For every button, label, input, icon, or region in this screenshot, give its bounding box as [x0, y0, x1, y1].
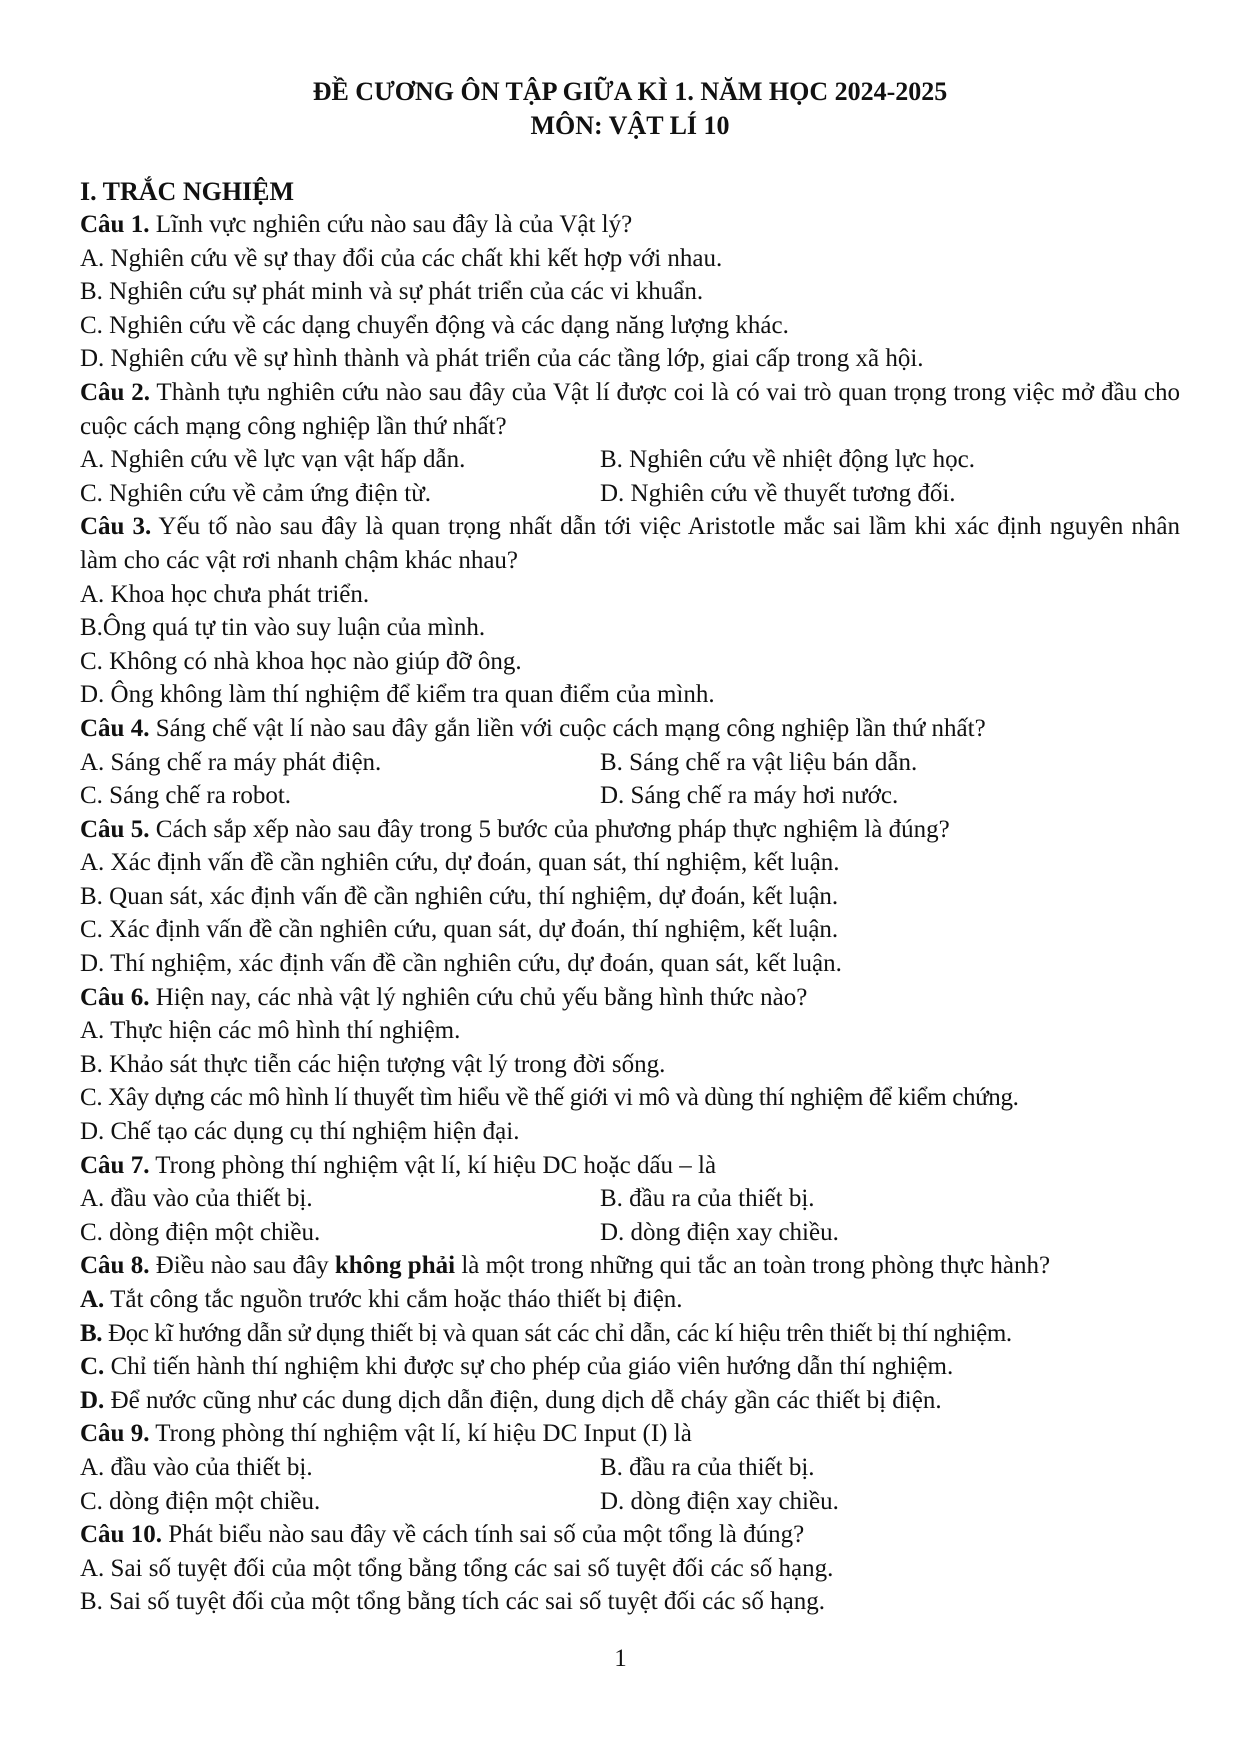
option-b: [80, 1317, 1180, 1351]
page-number: 1: [614, 1645, 627, 1672]
option-d: [80, 1384, 1180, 1418]
option-label: C.: [80, 1353, 105, 1381]
question-text: Thành tựu nghiên cứu nào sau đây của Vật lí được coi là có vai trò quan trọng trong việc mở đầu cho cuộc cách mạng công nghiệp lần thứ nhất?: [80, 378, 1180, 440]
document-title-line2: MÔN: VẬT LÍ 10: [530, 111, 730, 140]
option-a: A. Nghiên cứu về sự thay đổi của các chất khi kết hợp với nhau.: [80, 244, 723, 272]
question-text: Hiện nay, các nhà vật lý nghiên cứu chủ yếu bằng hình thức nào?: [149, 983, 808, 1011]
options-row: [80, 779, 1180, 813]
option-b: B.Ông quá tự tin vào suy luận của mình.: [80, 614, 486, 642]
question-number: Câu 2.: [80, 378, 151, 406]
question-number: Câu 10.: [80, 1521, 162, 1549]
question-number: Câu 7.: [80, 1151, 150, 1179]
options-row: [80, 1182, 1180, 1216]
option-b: B. Quan sát, xác định vấn đề cần nghiên cứu, thí nghiệm, dự đoán, kết luận.: [80, 882, 839, 910]
section-heading: I. TRẮC NGHIỆM: [80, 177, 295, 206]
option-b: B. Nghiên cứu sự phát minh và sự phát triển của các vi khuẩn.: [80, 278, 704, 306]
question-number: Câu 3.: [80, 513, 152, 541]
option-d: D. dòng điện xay chiều.: [600, 1218, 839, 1246]
question-number: Câu 9.: [80, 1420, 150, 1448]
question-text: Trong phòng thí nghiệm vật lí, kí hiệu DC hoặc dấu – là: [149, 1151, 717, 1179]
option-c: [80, 1350, 1180, 1384]
option-b: B. Sai số tuyệt đối của một tổng bằng tích các sai số tuyệt đối các số hạng.: [80, 1588, 825, 1616]
option-c: C. Không có nhà khoa học nào giúp đỡ ông.: [80, 647, 522, 675]
question-10: [80, 1518, 1180, 1552]
option-a: A. Thực hiện các mô hình thí nghiệm.: [80, 1017, 461, 1045]
question-number: Câu 4.: [80, 714, 150, 742]
question-text: Trong phòng thí nghiệm vật lí, kí hiệu DC Input (I) là: [149, 1420, 692, 1448]
option-a: A. đầu vào của thiết bị.: [80, 1453, 313, 1481]
option-b: B. Nghiên cứu về nhiệt động lực học.: [600, 446, 975, 474]
option-d: D. dòng điện xay chiều.: [600, 1487, 839, 1515]
option-a: A. Sáng chế ra máy phát điện.: [80, 748, 382, 776]
question-3: [80, 510, 1180, 577]
option-b: B. đầu ra của thiết bị.: [600, 1453, 815, 1481]
question-1: [80, 208, 1180, 242]
option-c: C. dòng điện một chiều.: [80, 1218, 321, 1246]
option-text: Tắt công tắc nguồn trước khi cắm hoặc tháo thiết bị điện.: [104, 1286, 683, 1313]
document-title-line1: ĐỀ CƯƠNG ÔN TẬP GIỮA KÌ 1. NĂM HỌC 2024-2025: [312, 77, 948, 106]
option-d: D. Ông không làm thí nghiệm để kiểm tra quan điểm của mình.: [80, 681, 715, 709]
option-text: Đọc kĩ hướng dẫn sử dụng thiết bị và quan sát các chỉ dẫn, các kí hiệu trên thiết bị thí nghiệm.: [102, 1319, 1012, 1347]
option-c: C. dòng điện một chiều.: [80, 1487, 321, 1515]
options-row: [80, 1216, 1180, 1250]
option-a: A. Khoa học chưa phát triển.: [80, 580, 370, 608]
option-a: A. đầu vào của thiết bị.: [80, 1185, 313, 1213]
option-c: C. Nghiên cứu về cảm ứng điện từ.: [80, 479, 431, 507]
question-text: Sáng chế vật lí nào sau đây gắn liền với cuộc cách mạng công nghiệp lần thứ nhất?: [149, 714, 986, 742]
question-2: [80, 376, 1180, 443]
question-number: Câu 6.: [80, 983, 150, 1011]
option-d: D. Thí nghiệm, xác định vấn đề cần nghiên cứu, dự đoán, quan sát, kết luận.: [80, 950, 842, 978]
question-text: Yếu tố nào sau đây là quan trọng nhất dẫn tới việc Aristotle mắc sai lầm khi xác định nguyên nhân làm cho các vật rơi nhanh chậm khác nhau?: [80, 513, 1180, 574]
option-label: D.: [80, 1386, 105, 1414]
question-emphasis: không phải: [334, 1252, 456, 1280]
option-text: Để nước cũng như các dung dịch dẫn điện, dung dịch dễ cháy gần các thiết bị điện.: [104, 1386, 942, 1414]
question-text: Điều nào sau đây: [149, 1252, 335, 1280]
option-a: A. Sai số tuyệt đối của một tổng bằng tổng các sai số tuyệt đối các số hạng.: [80, 1554, 834, 1582]
question-text: Lĩnh vực nghiên cứu nào sau đây là của Vật lý?: [149, 211, 633, 238]
question-text: là một trong những qui tắc an toàn trong phòng thực hành?: [455, 1252, 1051, 1280]
options-row: [80, 1451, 1180, 1485]
option-b: B. đầu ra của thiết bị.: [600, 1185, 815, 1213]
question-number: Câu 8.: [80, 1252, 150, 1280]
option-c: C. Nghiên cứu về các dạng chuyển động và các dạng năng lượng khác.: [80, 311, 789, 339]
question-8: [80, 1249, 1180, 1283]
question-4: [80, 712, 1180, 746]
question-5: [80, 813, 1180, 847]
option-c: C. Xây dựng các mô hình lí thuyết tìm hiểu về thế giới vi mô và dùng thí nghiệm để kiểm chứng.: [80, 1084, 1019, 1112]
option-a: [80, 1283, 1180, 1317]
question-number: Câu 5.: [80, 815, 150, 843]
options-row: [80, 1485, 1180, 1519]
option-b: B. Sáng chế ra vật liệu bán dẫn.: [600, 748, 918, 776]
option-label: A.: [80, 1286, 105, 1313]
question-text: Cách sắp xếp nào sau đây trong 5 bước của phương pháp thực nghiệm là đúng?: [149, 815, 950, 843]
option-c: C. Sáng chế ra robot.: [80, 782, 292, 810]
question-text: Phát biểu nào sau đây về cách tính sai số của một tổng là đúng?: [161, 1521, 805, 1549]
option-d: D. Nghiên cứu về thuyết tương đối.: [600, 479, 956, 507]
option-d: D. Chế tạo các dụng cụ thí nghiệm hiện đại.: [80, 1118, 520, 1146]
question-7: [80, 1149, 1180, 1183]
question-6: [80, 981, 1180, 1015]
question-9: [80, 1417, 1180, 1451]
option-d: D. Nghiên cứu về sự hình thành và phát triển của các tầng lớp, giai cấp trong xã hội.: [80, 345, 924, 373]
option-c: C. Xác định vấn đề cần nghiên cứu, quan sát, dự đoán, thí nghiệm, kết luận.: [80, 916, 839, 944]
option-text: Chỉ tiến hành thí nghiệm khi được sự cho phép của giáo viên hướng dẫn thí nghiệm.: [104, 1353, 954, 1381]
option-a: A. Xác định vấn đề cần nghiên cứu, dự đoán, quan sát, thí nghiệm, kết luận.: [80, 849, 840, 877]
options-row: [80, 443, 1180, 477]
option-label: B.: [80, 1319, 103, 1347]
options-row: [80, 746, 1180, 780]
option-b: B. Khảo sát thực tiễn các hiện tượng vật lý trong đời sống.: [80, 1050, 666, 1078]
option-d: D. Sáng chế ra máy hơi nước.: [600, 782, 899, 810]
option-a: A. Nghiên cứu về lực vạn vật hấp dẫn.: [80, 446, 466, 474]
options-row: [80, 477, 1180, 511]
document-page: [80, 75, 1180, 1619]
question-number: Câu 1.: [80, 211, 150, 238]
